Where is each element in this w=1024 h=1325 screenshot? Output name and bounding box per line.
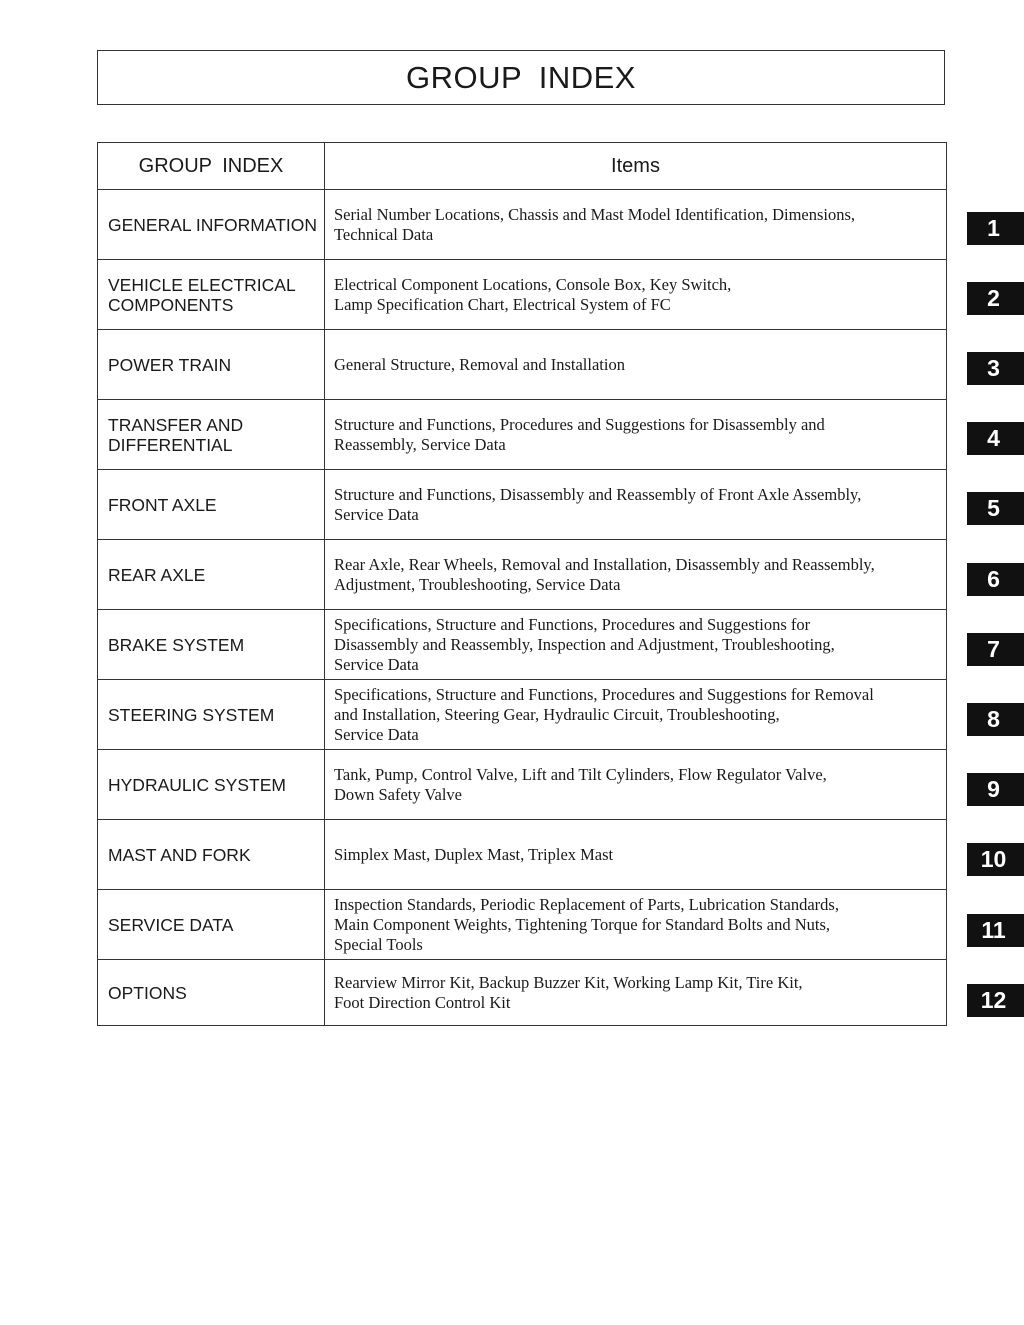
group-name[interactable]: GENERAL INFORMATION xyxy=(98,190,325,260)
group-name[interactable]: MAST AND FORK xyxy=(98,820,325,890)
group-items: Tank, Pump, Control Valve, Lift and Tilt Cylinders, Flow Regulator Valve, Down Safety Valve xyxy=(325,750,947,820)
group-items: Serial Number Locations, Chassis and Mast Model Identification, Dimensions, Technical Data xyxy=(325,190,947,260)
section-tab-4[interactable]: 4 xyxy=(967,422,1024,455)
section-tab-1[interactable]: 1 xyxy=(967,212,1024,245)
table-row xyxy=(98,680,947,750)
table-row xyxy=(98,750,947,820)
group-name[interactable]: OPTIONS xyxy=(98,960,325,1026)
group-items: Specifications, Structure and Functions, Procedures and Suggestions for Disassembly and Reassembly, Inspection and Adjustment, Troubleshooting, Service Data xyxy=(325,610,947,680)
section-tab-7[interactable]: 7 xyxy=(967,633,1024,666)
table-row xyxy=(98,190,947,260)
table-row xyxy=(98,960,947,1026)
section-tab-5[interactable]: 5 xyxy=(967,492,1024,525)
page-title: GROUP INDEX xyxy=(406,59,636,95)
group-items: Rearview Mirror Kit, Backup Buzzer Kit, Working Lamp Kit, Tire Kit, Foot Direction Control Kit xyxy=(325,960,947,1026)
group-name[interactable]: REAR AXLE xyxy=(98,540,325,610)
group-items: Structure and Functions, Disassembly and Reassembly of Front Axle Assembly, Service Data xyxy=(325,470,947,540)
table-row xyxy=(98,610,947,680)
table-row xyxy=(98,820,947,890)
group-items: Simplex Mast, Duplex Mast, Triplex Mast xyxy=(325,820,947,890)
section-tab-6[interactable]: 6 xyxy=(967,563,1024,596)
section-tab-10[interactable]: 10 xyxy=(967,843,1024,876)
group-items: Inspection Standards, Periodic Replacement of Parts, Lubrication Standards, Main Component Weights, Tightening Torque for Standard Bolts and Nuts, Special Tools xyxy=(325,890,947,960)
section-tab-2[interactable]: 2 xyxy=(967,282,1024,315)
table-row xyxy=(98,540,947,610)
table-row xyxy=(98,470,947,540)
group-name[interactable]: POWER TRAIN xyxy=(98,330,325,400)
group-name[interactable]: BRAKE SYSTEM xyxy=(98,610,325,680)
group-name[interactable]: SERVICE DATA xyxy=(98,890,325,960)
table-row xyxy=(98,260,947,330)
group-items: Rear Axle, Rear Wheels, Removal and Installation, Disassembly and Reassembly, Adjustment, Troubleshooting, Service Data xyxy=(325,540,947,610)
title-box xyxy=(97,50,945,105)
section-tab-11[interactable]: 11 xyxy=(967,914,1024,947)
group-index-table xyxy=(97,142,947,1026)
column-header-items: Items xyxy=(325,143,947,190)
group-name[interactable]: HYDRAULIC SYSTEM xyxy=(98,750,325,820)
section-tab-8[interactable]: 8 xyxy=(967,703,1024,736)
group-items: Electrical Component Locations, Console Box, Key Switch, Lamp Specification Chart, Electrical System of FC xyxy=(325,260,947,330)
group-items: General Structure, Removal and Installation xyxy=(325,330,947,400)
group-name[interactable]: FRONT AXLE xyxy=(98,470,325,540)
column-header-group: GROUP INDEX xyxy=(98,143,325,190)
group-name[interactable]: VEHICLE ELECTRICAL COMPONENTS xyxy=(98,260,325,330)
group-name[interactable]: TRANSFER AND DIFFERENTIAL xyxy=(98,400,325,470)
group-name[interactable]: STEERING SYSTEM xyxy=(98,680,325,750)
section-tab-3[interactable]: 3 xyxy=(967,352,1024,385)
section-tab-12[interactable]: 12 xyxy=(967,984,1024,1017)
table-row xyxy=(98,890,947,960)
table-row xyxy=(98,330,947,400)
table-header-row xyxy=(98,143,947,190)
group-items: Specifications, Structure and Functions, Procedures and Suggestions for Removal and Installation, Steering Gear, Hydraulic Circuit, Troubleshooting, Service Data xyxy=(325,680,947,750)
group-items: Structure and Functions, Procedures and Suggestions for Disassembly and Reassembly, Service Data xyxy=(325,400,947,470)
table-row xyxy=(98,400,947,470)
section-tab-9[interactable]: 9 xyxy=(967,773,1024,806)
